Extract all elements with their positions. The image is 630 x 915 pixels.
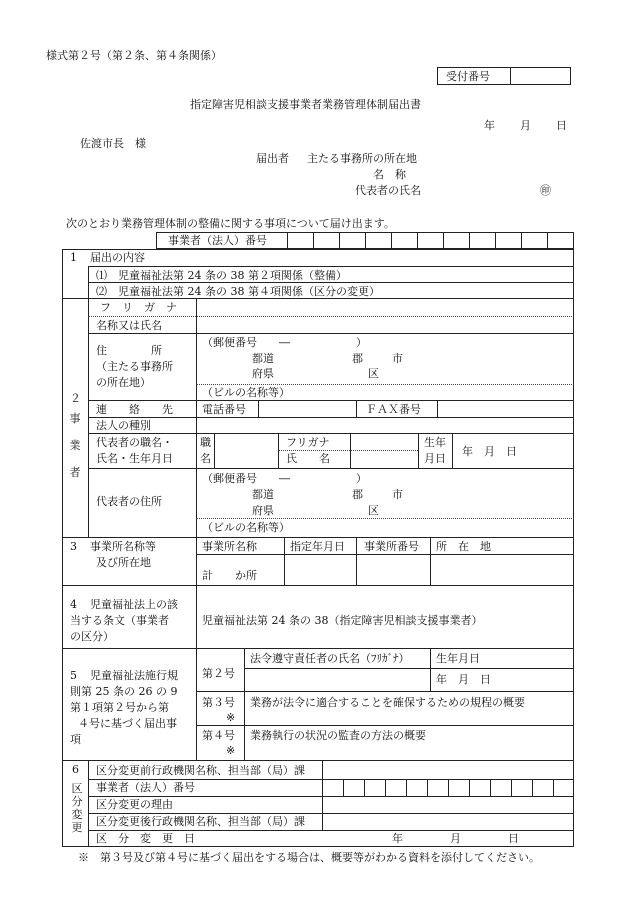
s4-number: 4 [70,598,77,611]
address-label-1: 住 所 [96,344,162,357]
s1-item-2: ⑵ 児童福祉法第 24 条の 38 第４項関係（区分の変更） [96,285,380,298]
todo-label: 都道 [252,352,274,365]
postal-code: （郵便番号 ― ） [202,336,367,349]
intro-text: 次のとおり業務管理体制の整備に関する事項について届け出ます。 [66,217,395,230]
s3-col-location: 所 在 地 [436,540,491,553]
birth-label-1: 生年 [424,436,446,449]
mei-label: 名 [200,452,211,465]
birth-ymd: 年 月 日 [462,445,517,458]
fax-label: ＦＡＸ番号 [366,403,421,416]
s6-change-day: 日 [508,832,519,845]
gun-label: 郡 [352,352,363,365]
s1-number: 1 [70,251,77,264]
s4-label-1: 児童福祉法上の該 [90,598,178,611]
notifier-label: 届出者 [256,152,289,165]
s5-label-2: 則第 25 条の 26 の 9 [70,685,178,698]
s6-row-3: 区分変更の理由 [96,798,173,811]
s5-number: 5 [70,669,77,682]
tel-label: 電話番号 [202,403,246,416]
s5-label-4: ４号に基づく届出事 [78,717,177,730]
s6-number: 6 [72,763,79,776]
s5-content-4: 業務執行の状況の監査の方法の概要 [250,729,426,742]
shimei-label: 氏 名 [286,452,330,465]
address-label-2: （主たる事務所 [96,360,173,373]
s5-no3: 第３号 [202,696,235,709]
s3-label-2: 及び所在地 [96,556,151,569]
s6-row-1: 区分変更前行政機関名称、担当部（局）課 [96,764,305,777]
s4-content: 児童福祉法第 24 条の 38（指定障害児相談支援事業者） [202,614,483,627]
furigana-label-2: フリガナ [286,436,330,449]
notifier-name-label: 名 称 [373,168,406,181]
shi-label: 市 [392,352,403,365]
s4-label-3: の区分） [70,630,114,643]
s3-col-office-number: 事業所番号 [364,540,419,553]
form-number: 様式第２号（第２条、第４条関係） [46,49,222,62]
s3-number: 3 [70,540,77,553]
birth-label-2: 月日 [424,452,446,465]
compliance-officer-label: 法令遵守責任者の氏名（ﾌﾘｶﾞﾅ） [250,652,410,665]
receipt-number-label: 受付番号 [446,70,490,83]
addressee: 佐渡市長 様 [80,137,146,150]
s2-vertical-label: 事 業 者 [69,412,81,479]
s1-title: 届出の内容 [90,251,145,264]
s4-label-2: 当する条文（事業者 [70,614,169,627]
receipt-number-box [437,67,571,85]
s3-label-1: 事業所名称等 [90,540,156,553]
rep-shi-label: 市 [392,488,403,501]
s6-vertical-label: 区 分 変 更 [71,782,83,834]
rep-todo-label: 都道 [252,488,274,501]
rep-fuken-label: 府県 [252,504,274,517]
s3-col-designation-date: 指定年月日 [290,540,345,553]
rep-label-1: 代表者の職名・ [96,436,173,449]
business-number-cells [287,232,574,249]
corp-type-label: 法人の種別 [96,419,151,432]
s6-row-2: 事業者（法人）番号 [96,781,195,794]
furigana-label: フ リ ガ ナ [100,301,177,314]
footnote: ※ 第３号及び第４号に基づく届出をする場合は、概要等がわかる資料を添付してください。 [78,851,540,864]
name-label: 名称又は氏名 [96,319,162,332]
s5-birth-label: 生年月日 [436,652,480,665]
rep-postal-code: （郵便番号 ― ） [202,472,367,485]
address-label-3: の所在地） [96,376,151,389]
s6-business-number-cells [322,779,574,796]
s3-col-office-name: 事業所名称 [202,540,257,553]
rep-gun-label: 郡 [352,488,363,501]
date-month: 月 [520,119,531,132]
notifier-rep-label: 代表者の氏名 [355,184,421,197]
date-year: 年 [484,119,495,132]
s6-row-5: 区 分 変 更 日 [96,832,195,845]
s6-row-4: 区分変更後行政機関名称、担当部（局）課 [96,815,305,828]
s5-no3-mark: ※ [226,711,236,724]
s5-no2: 第２号 [202,667,235,680]
s5-no4-mark: ※ [226,744,236,757]
rep-building-name: （ビルの名称等） [202,521,290,534]
seal-mark: ㊞ [540,184,551,197]
s1-item-1: ⑴ 児童福祉法第 24 条の 38 第２項関係（整備） [96,269,347,282]
s5-label-1: 児童福祉法施行規 [90,669,178,682]
s2-number: ２ [70,392,81,405]
form-title: 指定障害児相談支援事業者業務管理体制届出書 [190,98,421,111]
business-number-label: 事業者（法人）番号 [168,234,267,247]
s5-label-5: 項 [70,733,81,746]
s5-content-3: 業務が法令に適合することを確保するための規程の概要 [250,696,525,709]
s3-total: 計 か所 [202,569,257,582]
ku-label: 区 [368,367,379,380]
rep-address-label: 代表者の住所 [96,495,162,508]
s6-change-month: 月 [450,832,461,845]
s5-no4: 第４号 [202,729,235,742]
building-name: （ビルの名称等） [202,386,290,399]
date-day: 日 [556,119,567,132]
s6-change-year: 年 [392,832,403,845]
rep-label-2: 氏名・生年月日 [96,452,173,465]
shoku-label: 職 [200,436,211,449]
rep-ku-label: 区 [368,504,379,517]
contact-label: 連 絡 先 [96,403,173,416]
s5-birth-ymd: 年 月 日 [436,673,491,686]
fuken-label: 府県 [252,367,274,380]
s5-label-3: 第１項第２号から第 [70,701,169,714]
notifier-address-label: 主たる事務所の所在地 [307,152,417,165]
